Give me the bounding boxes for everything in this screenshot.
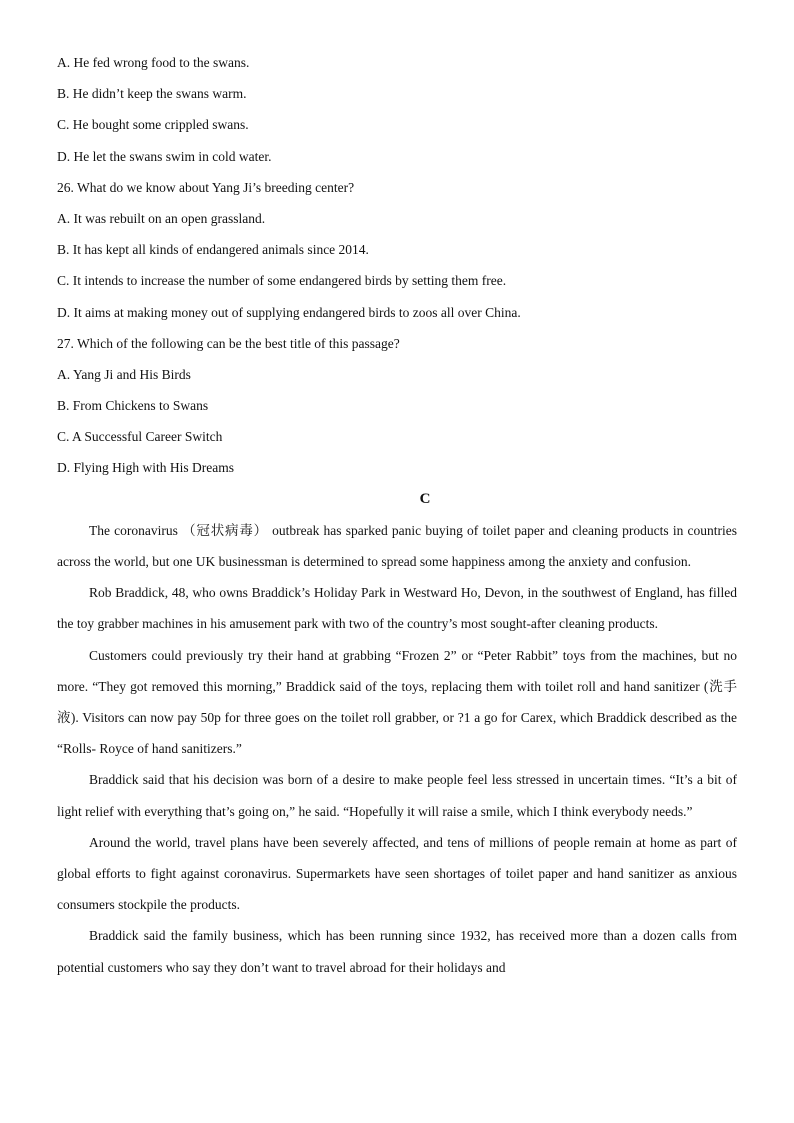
q26-question: 26. What do we know about Yang Ji’s breeding center? <box>57 179 355 195</box>
q26-option-b: B. It has kept all kinds of endangered animals since 2014. <box>57 242 369 258</box>
section-c-paragraph-1: The coronavirus （冠状病毒） outbreak has sparked panic buying of toilet paper and cleaning products in countries across the world, but one UK businessman is determined to spread some happiness among the anxiety and confusion. <box>57 522 737 570</box>
section-c-heading: C <box>419 490 431 507</box>
q25-option-d: D. He let the swans swim in cold water. <box>57 148 272 164</box>
q26-option-a: A. It was rebuilt on an open grassland. <box>57 210 266 226</box>
q25-option-a: A. He fed wrong food to the swans. <box>57 55 250 70</box>
section-c-paragraph-2: Rob Braddick, 48, who owns Braddick’s Holiday Park in Westward Ho, Devon, in the southwest of England, has filled the toy grabber machines in his amusement park with two of the country’s most sought-after cleaning products. <box>57 585 737 632</box>
document-page <box>57 47 737 983</box>
q27-option-c: C. A Successful Career Switch <box>57 429 223 445</box>
q26-option-c: C. It intends to increase the number of some endangered birds by setting them free. <box>57 273 507 289</box>
q25-option-c: C. He bought some crippled swans. <box>57 117 249 133</box>
q25-option-b: B. He didn’t keep the swans warm. <box>57 86 247 102</box>
section-c-paragraph-5: Around the world, travel plans have been severely affected, and tens of millions of people remain at home as part of global efforts to fight against coronavirus. Supermarkets have seen shortages of toilet paper and hand sanitizer as anxious consumers stockpile the products. <box>57 834 737 913</box>
section-c-paragraph-6: Braddick said the family business, which has been running since 1932, has received more than a dozen calls from potential customers who say they don’t want to travel abroad for their holidays and <box>57 928 737 975</box>
q27-option-d: D. Flying High with His Dreams <box>57 460 234 476</box>
q27-question: 27. Which of the following can be the best title of this passage? <box>57 335 400 351</box>
q27-option-b: B. From Chickens to Swans <box>57 398 209 414</box>
q26-option-d: D. It aims at making money out of supplying endangered birds to zoos all over China. <box>57 304 521 320</box>
section-c-paragraph-3: Customers could previously try their hand at grabbing “Frozen 2” or “Peter Rabbit” toys from the machines, but no more. “They got removed this morning,” Braddick said of the toys, replacing them with toilet roll and hand sanitizer (洗手液). Visitors can now pay 50p for three goes on the toilet roll grabber, or ?1 a go for Carex, which Braddick described as the “Rolls- Royce of hand sanitizers.” <box>57 647 737 757</box>
section-c-paragraph-4: Braddick said that his decision was born of a desire to make people feel less stressed in uncertain times. “It’s a bit of light relief with everything that’s going on,” he said. “Hopefully it will raise a smile, which I think everybody needs.” <box>57 772 737 819</box>
q27-option-a: A. Yang Ji and His Birds <box>57 366 191 382</box>
